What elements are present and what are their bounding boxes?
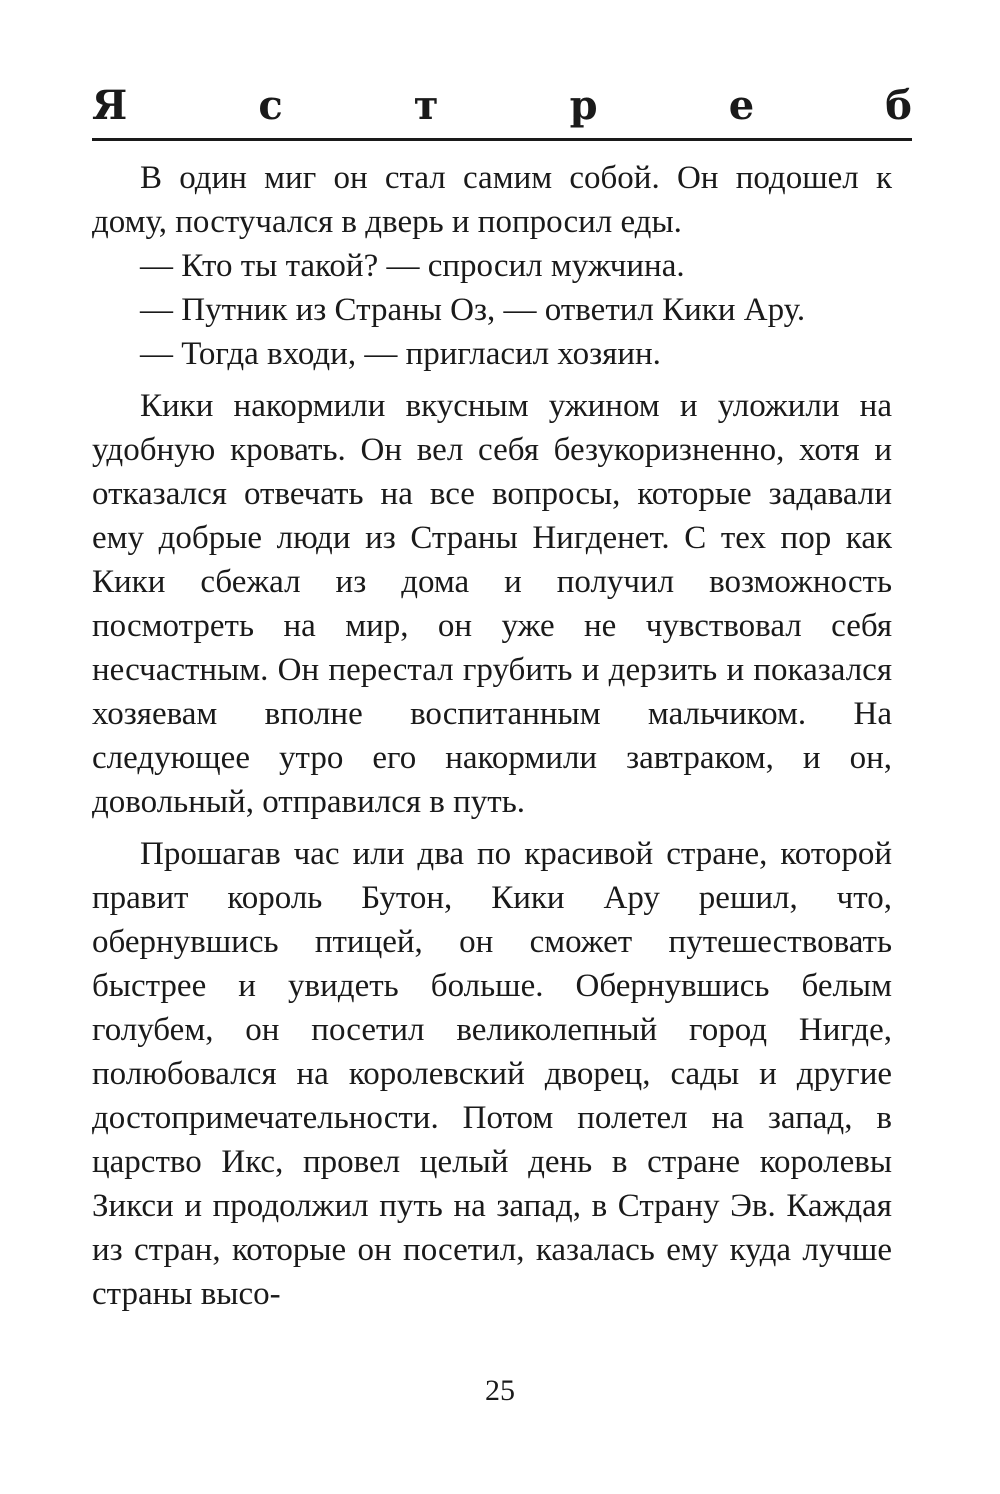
running-head-letter: Я [92, 82, 128, 129]
dialogue-line: — Путник из Страны Оз, — ответил Кики Ару. [140, 292, 806, 328]
running-head [92, 74, 912, 129]
page-number: 25 [485, 1374, 515, 1407]
dialogue-line: — Тогда входи, — пригласил хозяин. [140, 336, 661, 372]
running-head-letter: р [569, 82, 598, 129]
paragraph: Кики накормили вкусным ужином и уложили на удобную кровать. Он вел себя безукоризненно, хотя и отказался отвечать на все вопросы, которые задавали ему добрые люди из Страны Нигденет. С тех пор как Кики сбежал из дома и получил возможность посмотреть на мир, он уже не чувствовал себя несчастным. Он перестал грубить и дерзить и показался хозяевам вполне воспитанным мальчиком. На следующее утро его накормили завтраком, и он, довольный, отправился в путь. [92, 388, 892, 820]
running-head-letter: б [885, 82, 912, 129]
body-text [92, 156, 892, 1316]
header-rule [92, 138, 912, 141]
paragraph: Прошагав час или два по красивой стране, которой правит король Бутон, Кики Ару решил, что, обернувшись птицей, он сможет путешествовать быстрее и увидеть больше. Обернувшись белым голубем, он посетил великолепный город Нигде, полюбовался на королевский дворец, сады и другие достопримечательности. Потом полетел на запад, в царство Икс, провел целый день в стране королевы Зикси и продолжил путь на запад, в Страну Эв. Каждая из стран, которые он посетил, казалась ему куда лучше страны высо- [92, 836, 892, 1312]
running-head-letter: т [413, 82, 439, 129]
running-head-letter: е [728, 82, 755, 129]
dialogue-line: — Кто ты такой? — спросил мужчина. [140, 248, 685, 284]
paragraph: В один миг он стал самим собой. Он подошел к дому, постучался в дверь и попросил еды. [92, 160, 892, 240]
running-head-letter: с [258, 82, 283, 129]
